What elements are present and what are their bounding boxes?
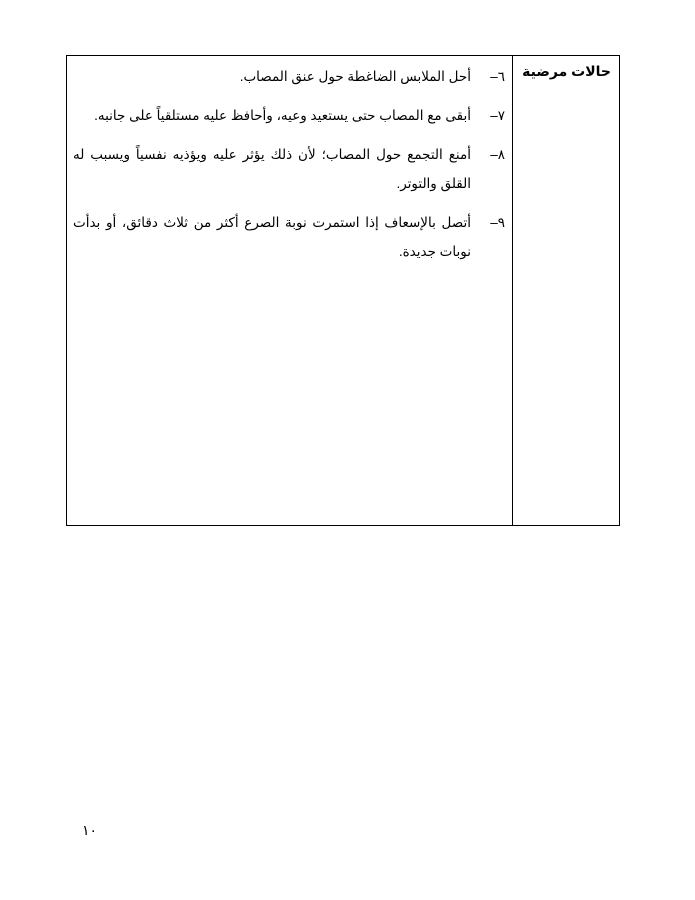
category-cell [512,56,619,525]
item-number: ٧– [490,108,505,123]
item-number: ٦– [490,69,505,84]
category-label: حالات مرضية [522,63,611,79]
list-item [73,208,505,266]
item-number: ٩– [490,215,505,230]
item-number: ٨– [490,147,505,162]
item-text: أتصل بالإسعاف إذا استمرت نوبة الصرع أكثر من ثلاث دقائق، أو بدأت نوبات جديدة. [73,215,471,259]
content-table [66,55,620,526]
item-text: أبقى مع المصاب حتى يستعيد وعيه، وأحافظ عليه مستلقياً على جانبه. [94,108,471,123]
list-item [73,140,505,198]
page-number: ١٠ [82,822,98,838]
item-text: أمنع التجمع حول المصاب؛ لأن ذلك يؤثر عليه ويؤذيه نفسياً ويسبب له القلق والتوتر. [73,147,471,191]
instructions-cell [67,56,512,525]
item-text: أحل الملابس الضاغطة حول عنق المصاب. [239,69,471,84]
list-item [73,101,505,130]
list-item [73,62,505,91]
